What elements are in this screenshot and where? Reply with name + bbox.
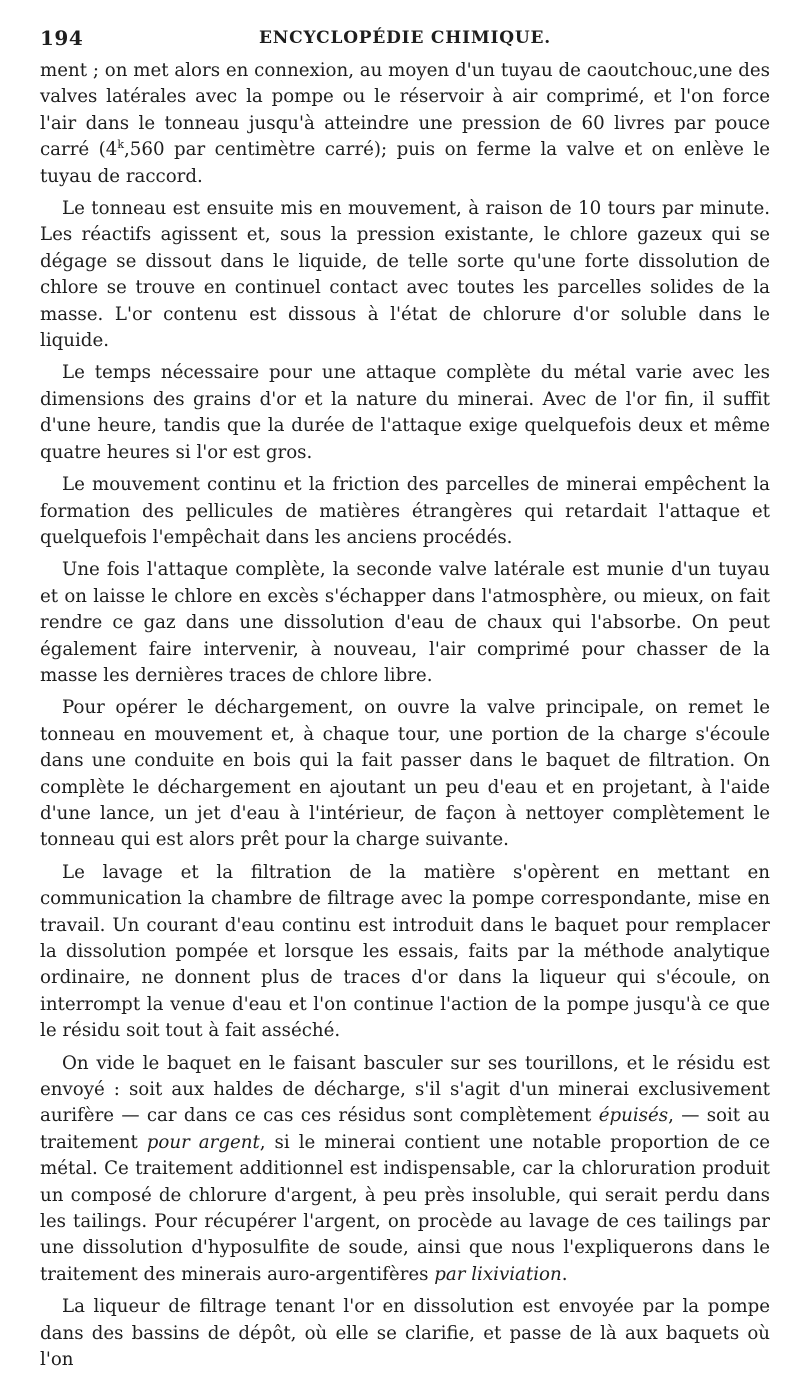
page-header [40,20,770,50]
paragraph-8: On vide le baquet en le faisant basculer sur ses tourillons, et le résidu est envoyé : soit aux haldes de décharge, s'il s'agit d'un minerai exclusivement aurifère — car dans ce cas ces résidus sont complètement épuisés, — soit au traitement pour argent, si le minerai contient une notable proportion de ce métal. Ce traitement additionnel est indispensable, car la chloruration produit un composé de chlorure d'argent, à peu près insoluble, qui serait perdu dans les tailings. Pour récupérer l'argent, on procède au lavage de ces tailings par une dissolution d'hyposulfite de soude, ainsi que nous l'expliquerons dans le traitement des minerais auro-argentifères par lixiviation. [40,1052,771,1285]
paragraph-5: Une fois l'attaque complète, la seconde valve latérale est munie d'un tuyau et on laisse le chlore en excès s'échapper dans l'atmosphère, ou mieux, on fait rendre ce gaz dans une dissolution d'eau de chaux qui l'absorbe. On peut également faire intervenir, à nouveau, l'air comprimé pour chasser de la masse les dernières traces de chlore libre. [40,559,770,686]
italic-epuises: épuisés [598,1105,669,1127]
italic-pour-argent: pour argent [146,1131,260,1153]
paragraph-4: Le mouvement continu et la friction des parcelles de minerai empêchent la formation des pellicules de matières étrangères qui retardait l'attaque et quelquefois l'empêchait dans les anciens procédés. [40,474,770,548]
paragraph-7: Le lavage et la filtration de la matière s'opèrent en mettant en communication la chambre de filtrage avec la pompe correspondante, mise en travail. Un courant d'eau continu est introduit dans le baquet pour remplacer la dissolution pompée et lorsque les essais, faits par la méthode analytique ordinaire, ne donnent plus de traces d'or dans la liqueur qui s'écoule, on interrompt la venue d'eau et l'on continue l'action de la pompe jusqu'à ce que le résidu soit tout à fait asséché. [40,861,770,1042]
paragraph-9: La liqueur de filtrage tenant l'or en dissolution est envoyée par la pompe dans des bassins de dépôt, où elle se clarifie, et passe de là aux baquets où l'on [40,1296,770,1371]
italic-par-lixiviation: par lixiviation [434,1263,562,1285]
superscript-k: k [117,138,125,152]
paragraph-1: ment ; on met alors en connexion, au moyen d'un tuyau de caoutchouc,une des valves latérales avec la pompe ou le réservoir à air comprimé, et l'on force l'air dans le tonneau jusqu'à atteindre une pression de 60 livres par pouce carré (4$^k$,560 par centimètre carré); puis on ferme la valve et on enlève le tuyau de raccord. [40,60,770,187]
paragraph-6: Pour opérer le déchargement, on ouvre la valve principale, on remet le tonneau en mouvement et, à chaque tour, une portion de la charge s'écoule dans une conduite en bois qui la fait passer dans le baquet de filtration. On complète le déchargement en ajoutant un peu d'eau et en projetant, à l'aide d'une lance, un jet d'eau à l'intérieur, de façon à nettoyer complètement le tonneau qui est alors prêt pour la charge suivante. [40,697,770,851]
page-number: 194 [40,26,84,50]
paragraph-2: Le tonneau est ensuite mis en mouvement, à raison de 10 tours par minute. Les réactifs agissent et, sous la pression existante, le chlore gazeux qui se dégage se dissout dans le liquide, de telle sorte qu'une forte dissolution de chlore se trouve en continuel contact avec toutes les parcelles solides de la masse. L'or contenu est dissous à l'état de chlorure d'or soluble dans le liquide. [40,198,770,352]
paragraph-3: Le temps nécessaire pour une attaque complète du métal varie avec les dimensions des grains d'or et la nature du minerai. Avec de l'or fin, il suffit d'une heure, tandis que la durée de l'attaque exige quelquefois deux et même quatre heures si l'or est gros. [40,362,770,463]
body-text [40,58,770,1374]
running-title: ENCYCLOPÉDIE CHIMIQUE. [259,28,551,48]
